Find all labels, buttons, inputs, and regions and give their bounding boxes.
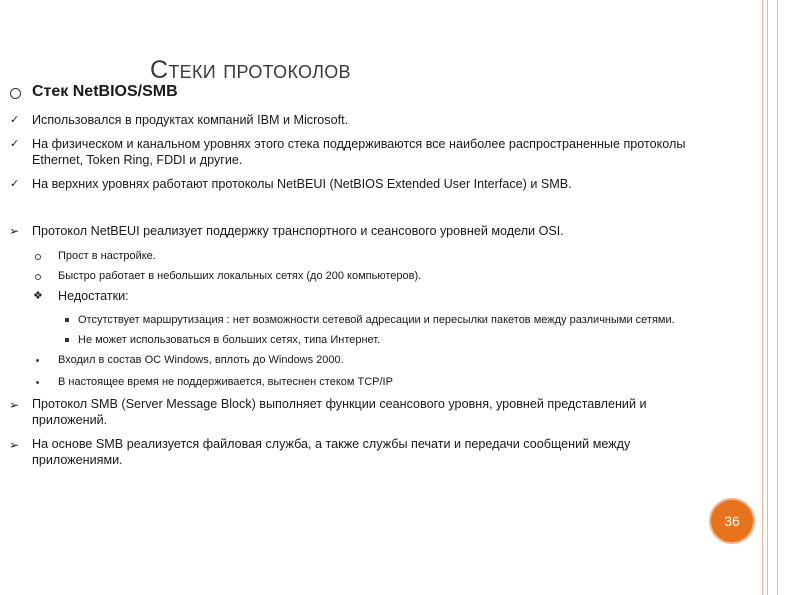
square-bullet-icon <box>65 338 69 342</box>
slide-title: Стеки протоколов <box>150 56 351 84</box>
check-bullet-icon: ✓ <box>10 178 20 190</box>
border-line <box>777 0 778 595</box>
list-item: На верхних уровнях работают протоколы NetBEUI (NetBIOS Extended User Interface) и SMB. <box>32 177 572 191</box>
page-number-badge: 36 <box>709 498 755 544</box>
check-bullet-icon: ✓ <box>10 114 20 126</box>
list-item: На основе SMB реализуется файловая служба, а также службы печати и передачи сообщений между <box>32 437 631 451</box>
sub-list-item: Недостатки: <box>58 289 129 303</box>
sub-list-item: Входил в состав ОС Windows, вплоть до Windows 2000. <box>58 354 344 366</box>
list-item-continuation: приложений. <box>32 413 108 427</box>
arrow-bullet-icon: ➢ <box>9 398 20 412</box>
list-item: На физическом и канальном уровнях этого стека поддерживаются все наиболее распространенные протоколы <box>32 137 686 151</box>
sub-sub-list-item: Не может использоваться в больших сетях, типа Интернет. <box>78 334 381 346</box>
arrow-bullet-icon: ➢ <box>9 438 20 452</box>
sub-list-item: Прост в настройке. <box>58 250 156 262</box>
sub-list-item: В настоящее время не поддерживается, вытеснен стеком TCP/IP <box>58 376 393 388</box>
diamond-bullet-icon: ❖ <box>33 290 43 302</box>
border-line <box>762 0 763 595</box>
sub-list-item: Быстро работает в небольших локальных сетях (до 200 компьютеров). <box>58 270 422 282</box>
list-item: Использовался в продуктах компаний IBM и Microsoft. <box>32 113 349 127</box>
dot-bullet-icon <box>36 381 39 384</box>
arrow-bullet-icon: ➢ <box>9 224 20 238</box>
list-item: Протокол SMB (Server Message Block) выполняет функции сеансового уровня, уровней представлений и <box>32 397 647 411</box>
small-circle-bullet-icon <box>35 274 41 280</box>
border-line <box>767 0 768 595</box>
dot-bullet-icon <box>36 359 39 362</box>
square-bullet-icon <box>65 318 69 322</box>
list-item-continuation: Ethernet, Token Ring, FDDI и другие. <box>32 153 243 167</box>
list-item-continuation: приложениями. <box>32 453 123 467</box>
sub-sub-list-item: Отсутствует маршрутизация : нет возможности сетевой адресации и пересылки пакетов между различными сетями. <box>78 314 675 326</box>
check-bullet-icon: ✓ <box>10 138 20 150</box>
small-circle-bullet-icon <box>35 254 41 260</box>
list-item: Протокол NetBEUI реализует поддержку транспортного и сеансового уровней модели OSI. <box>32 224 564 238</box>
circle-bullet-icon <box>10 88 21 99</box>
section-heading: Стек NetBIOS/SMB <box>32 83 178 100</box>
